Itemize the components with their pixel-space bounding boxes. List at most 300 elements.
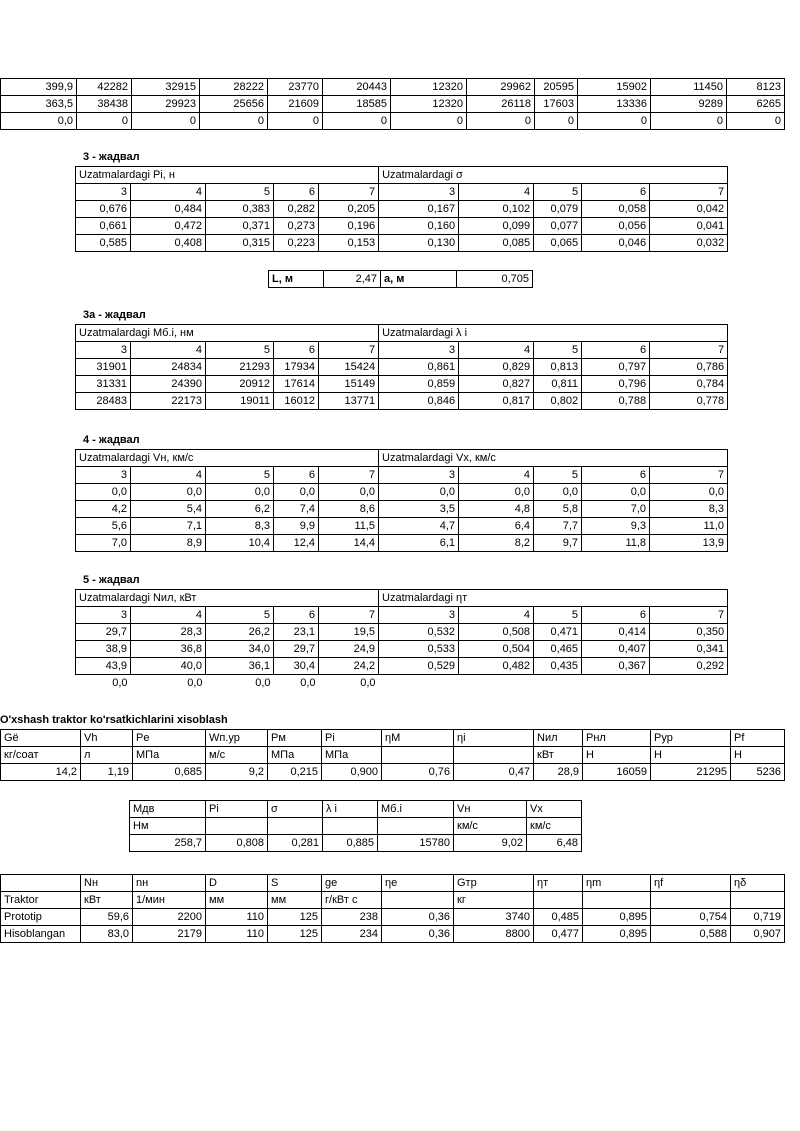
table-cell: 38438	[77, 96, 132, 113]
table-cell: 16059	[583, 764, 651, 781]
table-cell: 7,4	[274, 501, 319, 518]
table-cell: МПа	[268, 747, 322, 764]
table-cell: 0,846	[379, 393, 459, 410]
table-row	[76, 641, 728, 658]
table-cell: 0,350	[650, 624, 728, 641]
table-cell: 11,0	[650, 518, 728, 535]
table-cell: 125	[268, 926, 322, 943]
table-cell: 0	[727, 113, 785, 130]
table-cell: 4	[459, 342, 534, 359]
table-cell: 0,784	[650, 376, 728, 393]
table3a	[75, 324, 728, 410]
table-row	[76, 393, 728, 410]
table-cell: 5	[206, 607, 274, 624]
table-cell: 13336	[578, 96, 651, 113]
table-cell: 29962	[467, 79, 535, 96]
table-cell: 17614	[274, 376, 319, 393]
table-cell: Traktor	[1, 892, 81, 909]
table-cell: 0,102	[459, 201, 534, 218]
table-cell: 36,1	[206, 658, 274, 675]
table-cell: 0,76	[382, 764, 454, 781]
table-cell: 0,808	[206, 835, 268, 852]
table-cell: 4,7	[379, 518, 459, 535]
table-cell: 5	[534, 467, 582, 484]
table-cell: 6265	[727, 96, 785, 113]
table-cell: 0,817	[459, 393, 534, 410]
table-cell: Pур	[651, 730, 731, 747]
table3a-right-header: Uzatmalardagi λ i	[379, 325, 728, 342]
table-cell: 7	[650, 342, 728, 359]
table-cell: 3	[379, 184, 459, 201]
table-cell: г/кВт с	[322, 892, 382, 909]
table-cell: 7	[319, 607, 379, 624]
table-cell: Mб.i	[378, 801, 454, 818]
table-cell: S	[268, 875, 322, 892]
table-row	[1, 730, 785, 747]
table-cell: 9289	[651, 96, 727, 113]
table-cell: 0,0	[131, 484, 206, 501]
table-cell: км/с	[454, 818, 527, 835]
table-cell: 83,0	[81, 926, 133, 943]
table-cell: 15149	[319, 376, 379, 393]
table-cell: Pi	[206, 801, 268, 818]
table-row	[130, 835, 582, 852]
table-cell: 0,341	[650, 641, 728, 658]
table-cell: 0,676	[76, 201, 131, 218]
table-cell: кВт	[81, 892, 133, 909]
table-cell: 6,4	[459, 518, 534, 535]
table-cell: 15902	[578, 79, 651, 96]
table-cell: 13,9	[650, 535, 728, 552]
table-row	[76, 484, 728, 501]
table-cell	[206, 818, 268, 835]
table5-left-header: Uzatmalardagi Nил, кВт	[76, 590, 379, 607]
table-cell: 6	[274, 607, 319, 624]
table-cell: 0,885	[323, 835, 378, 852]
table-cell: 238	[322, 909, 382, 926]
table-cell: 12320	[391, 79, 467, 96]
table-cell: 25656	[200, 96, 268, 113]
table-cell: 17603	[535, 96, 578, 113]
table-cell: 0,778	[650, 393, 728, 410]
mdv-table	[129, 800, 582, 852]
table-cell: Н	[731, 747, 785, 764]
table-cell: 26,2	[206, 624, 274, 641]
table-cell: Nн	[81, 875, 133, 892]
table-cell: Gтр	[454, 875, 534, 892]
table-cell: 0,0	[534, 484, 582, 501]
table-cell: 0,529	[379, 658, 459, 675]
table-cell	[534, 892, 583, 909]
table-cell: 3740	[454, 909, 534, 926]
table-cell: 34,0	[206, 641, 274, 658]
table-cell: 0,130	[379, 235, 459, 252]
table-row	[130, 801, 582, 818]
table-cell: 0,0	[650, 484, 728, 501]
table-cell: 0,0	[76, 484, 131, 501]
table-cell: ηi	[454, 730, 534, 747]
table-cell: 0,046	[582, 235, 650, 252]
table-cell: 30,4	[274, 658, 319, 675]
table-cell: 0	[132, 113, 200, 130]
table-cell: 7,0	[582, 501, 650, 518]
table-cell: 0,585	[76, 235, 131, 252]
table-cell	[378, 818, 454, 835]
table-cell	[1, 875, 81, 892]
table-cell: 21295	[651, 764, 731, 781]
table-cell: 0	[651, 113, 727, 130]
table-cell: 258,7	[130, 835, 206, 852]
table4-left-header: Uzatmalardagi Vн, км/с	[76, 450, 379, 467]
table-cell: 14,4	[319, 535, 379, 552]
table-cell: 0,465	[534, 641, 582, 658]
table-cell: 4	[459, 607, 534, 624]
table-cell: 1,19	[81, 764, 133, 781]
table-cell: Prototip	[1, 909, 81, 926]
table-row	[76, 501, 728, 518]
top-values-table	[0, 78, 785, 130]
table-cell: 23770	[268, 79, 323, 96]
table-cell: 13771	[319, 393, 379, 410]
table-cell: 3	[379, 467, 459, 484]
table3-left-header: Uzatmalardagi Pi, н	[76, 167, 379, 184]
table-cell: 8,3	[650, 501, 728, 518]
table-cell: 6	[274, 184, 319, 201]
table-cell: 5,8	[534, 501, 582, 518]
table-cell: 11,8	[582, 535, 650, 552]
table-cell: 0,032	[650, 235, 728, 252]
table-cell: Wп.ур	[206, 730, 268, 747]
table4-title: 4 - жадвал	[83, 434, 140, 446]
table-row	[1, 79, 785, 96]
table-cell: Vh	[81, 730, 133, 747]
table-cell: 0,367	[582, 658, 650, 675]
table-cell: 43,9	[76, 658, 131, 675]
table-cell: 0,0	[255, 677, 271, 689]
table-cell	[731, 892, 785, 909]
table-cell: 0	[323, 113, 391, 130]
table-cell	[651, 892, 731, 909]
table-cell: 0,484	[131, 201, 206, 218]
table-cell: 4	[131, 607, 206, 624]
table-cell: 4	[131, 184, 206, 201]
table-cell: Nил	[534, 730, 583, 747]
table-cell: 0,485	[534, 909, 583, 926]
table-cell: 6	[274, 467, 319, 484]
table-cell: ηM	[382, 730, 454, 747]
table-cell	[454, 747, 534, 764]
table-cell: 0,900	[322, 764, 382, 781]
table-cell: 6	[582, 184, 650, 201]
table5-extra-row	[76, 675, 728, 692]
table-cell: 0,504	[459, 641, 534, 658]
table-cell: кг	[454, 892, 534, 909]
table-cell: 0,861	[379, 359, 459, 376]
table-cell: 28483	[76, 393, 131, 410]
table-cell: 3	[76, 342, 131, 359]
table-cell: 0,813	[534, 359, 582, 376]
table-row	[130, 818, 582, 835]
table3a-left-header: Uzatmalardagi Mб.i, нм	[76, 325, 379, 342]
table-cell: 24,9	[319, 641, 379, 658]
table-cell: 0,859	[379, 376, 459, 393]
table-cell: 0,895	[583, 926, 651, 943]
table-cell: 0,273	[274, 218, 319, 235]
table-cell: 0,215	[268, 764, 322, 781]
table-cell	[323, 818, 378, 835]
table-cell: 8,9	[131, 535, 206, 552]
table-row	[1, 747, 785, 764]
table-cell: 3	[76, 607, 131, 624]
table-cell: 3	[379, 607, 459, 624]
table-cell: 0	[578, 113, 651, 130]
table-cell: 28,3	[131, 624, 206, 641]
table-cell: 7	[650, 607, 728, 624]
table-row	[76, 218, 728, 235]
table-cell: 399,9	[1, 79, 77, 96]
table-cell: 20595	[535, 79, 578, 96]
table-cell: 0,508	[459, 624, 534, 641]
table-cell: Pe	[133, 730, 206, 747]
calc-table	[0, 729, 785, 781]
table-cell: 0,533	[379, 641, 459, 658]
table-cell: 9,2	[206, 764, 268, 781]
table-cell: 0	[200, 113, 268, 130]
table-cell: 40,0	[131, 658, 206, 675]
table-cell: 0,811	[534, 376, 582, 393]
table-cell: Gё	[1, 730, 81, 747]
table-cell: 0,661	[76, 218, 131, 235]
table-cell: 4	[459, 467, 534, 484]
table-cell: Н	[583, 747, 651, 764]
table-row	[1, 764, 785, 781]
table-cell: 5	[206, 184, 274, 201]
table-cell: 0,371	[206, 218, 274, 235]
table-row	[76, 467, 728, 484]
table-row	[76, 359, 728, 376]
table-cell: 15424	[319, 359, 379, 376]
table5-right-header: Uzatmalardagi ηт	[379, 590, 728, 607]
table-cell: 0,383	[206, 201, 274, 218]
table-cell: 0,786	[650, 359, 728, 376]
table-cell: 0,160	[379, 218, 459, 235]
table-cell: 363,5	[1, 96, 77, 113]
table-cell: Н	[651, 747, 731, 764]
table-cell: 0,0	[459, 484, 534, 501]
table-cell: 4,8	[459, 501, 534, 518]
table-row	[76, 342, 728, 359]
table-cell: 0,754	[651, 909, 731, 926]
table-cell: 0,802	[534, 393, 582, 410]
table-cell: 0	[467, 113, 535, 130]
table-cell: 42282	[77, 79, 132, 96]
table-cell: 19011	[206, 393, 274, 410]
table-cell: 7	[650, 184, 728, 201]
table-cell	[268, 818, 323, 835]
table3-title: 3 - жадвал	[83, 151, 140, 163]
tractor-table	[0, 874, 785, 943]
table-cell: 0,196	[319, 218, 379, 235]
table-cell: 24834	[131, 359, 206, 376]
table-cell: м/с	[206, 747, 268, 764]
table-cell: 6	[582, 607, 650, 624]
table-cell: 0,796	[582, 376, 650, 393]
table-cell: л	[81, 747, 133, 764]
table-row	[76, 201, 728, 218]
table-cell: 4	[459, 184, 534, 201]
table-cell: 6	[274, 342, 319, 359]
table-cell: Vx	[527, 801, 582, 818]
table-cell	[382, 892, 454, 909]
table-cell	[382, 747, 454, 764]
table-cell: 0	[77, 113, 132, 130]
table-cell: 7,1	[131, 518, 206, 535]
table-cell: ge	[322, 875, 382, 892]
table-cell: 59,6	[81, 909, 133, 926]
calc-title: O'xshash traktor ko'rsatkichlarini xisoblash	[0, 714, 228, 726]
table-cell: 0,0	[206, 484, 274, 501]
table-cell: 24,2	[319, 658, 379, 675]
table-cell: 3,5	[379, 501, 459, 518]
table-cell: 0,532	[379, 624, 459, 641]
table-row	[1, 113, 785, 130]
table-cell: λ i	[323, 801, 378, 818]
table-cell: 18585	[323, 96, 391, 113]
table-cell: 14,2	[1, 764, 81, 781]
table-cell	[583, 892, 651, 909]
l-label: L, м	[269, 271, 324, 288]
table-row	[1, 926, 785, 943]
table-cell: 0,099	[459, 218, 534, 235]
table-cell: 0,407	[582, 641, 650, 658]
table-cell: 2179	[133, 926, 206, 943]
table-cell: км/с	[527, 818, 582, 835]
table-cell: 20443	[323, 79, 391, 96]
table-cell: Pм	[268, 730, 322, 747]
table-cell: 21293	[206, 359, 274, 376]
table-cell: 0,907	[731, 926, 785, 943]
table-cell: 0,042	[650, 201, 728, 218]
table-cell: 9,9	[274, 518, 319, 535]
table-cell: 3	[76, 467, 131, 484]
table-cell: 125	[268, 909, 322, 926]
table-cell: 24390	[131, 376, 206, 393]
table-cell: 6,48	[527, 835, 582, 852]
table-row	[1, 909, 785, 926]
table-cell: 5	[206, 467, 274, 484]
table-cell: 0,414	[582, 624, 650, 641]
table-cell: 3	[76, 184, 131, 201]
table-row	[1, 96, 785, 113]
table-cell: 0,167	[379, 201, 459, 218]
table-cell: МПа	[322, 747, 382, 764]
table-cell: 23,1	[274, 624, 319, 641]
table-row	[76, 184, 728, 201]
table-cell: 5	[206, 342, 274, 359]
table-cell: 5,6	[76, 518, 131, 535]
table-cell: 0,47	[454, 764, 534, 781]
table-cell: σ	[268, 801, 323, 818]
table-cell: ηf	[651, 875, 731, 892]
table-cell: 0,477	[534, 926, 583, 943]
table-cell: 0,315	[206, 235, 274, 252]
table-cell: 16012	[274, 393, 319, 410]
table-cell: 0,0	[112, 677, 128, 689]
table-cell: nн	[133, 875, 206, 892]
table-cell: Нм	[130, 818, 206, 835]
table-row	[76, 376, 728, 393]
table-cell: 0,0	[187, 677, 203, 689]
table-cell: МПа	[133, 747, 206, 764]
table-cell: 9,3	[582, 518, 650, 535]
table-cell: мм	[268, 892, 322, 909]
table-row	[1, 892, 785, 909]
table4	[75, 449, 728, 552]
table-row	[76, 658, 728, 675]
table-cell: ηт	[534, 875, 583, 892]
table-cell: 0,079	[534, 201, 582, 218]
table-cell: 0,788	[582, 393, 650, 410]
table5	[75, 589, 728, 691]
table-cell: 0,719	[731, 909, 785, 926]
l-value: 2,47	[324, 271, 381, 288]
table-cell: 8,2	[459, 535, 534, 552]
a-value: 0,705	[457, 271, 533, 288]
table-cell: кВт	[534, 747, 583, 764]
table-cell: 19,5	[319, 624, 379, 641]
table-cell: Mдв	[130, 801, 206, 818]
table-cell: D	[206, 875, 268, 892]
table-cell: 0	[391, 113, 467, 130]
table-cell: 0,895	[583, 909, 651, 926]
table3-right-header: Uzatmalardagi σ	[379, 167, 728, 184]
table-cell: 26118	[467, 96, 535, 113]
table-cell: 17934	[274, 359, 319, 376]
table-cell: 0	[535, 113, 578, 130]
table-cell: 0,0	[360, 677, 376, 689]
table-cell: 28222	[200, 79, 268, 96]
table-cell: 7	[319, 184, 379, 201]
table-cell: 3	[379, 342, 459, 359]
table-cell: 0,077	[534, 218, 582, 235]
table-cell: 38,9	[76, 641, 131, 658]
table-row	[1, 875, 785, 892]
table-cell: 0,292	[650, 658, 728, 675]
table-cell: 0,471	[534, 624, 582, 641]
table-cell: Hisoblangan	[1, 926, 81, 943]
la-table	[268, 270, 533, 288]
table-cell: 6	[582, 342, 650, 359]
table3	[75, 166, 728, 252]
table-cell: 110	[206, 909, 268, 926]
table-cell: 0,588	[651, 926, 731, 943]
table-row	[76, 607, 728, 624]
table-cell: 20912	[206, 376, 274, 393]
table-cell: 4,2	[76, 501, 131, 518]
table-cell: 110	[206, 926, 268, 943]
table-cell: 31901	[76, 359, 131, 376]
a-label: a, м	[381, 271, 457, 288]
table-cell: 21609	[268, 96, 323, 113]
table-cell: 0,0	[274, 484, 319, 501]
table-cell: 234	[322, 926, 382, 943]
table-cell: 0,0	[582, 484, 650, 501]
table-cell: 32915	[132, 79, 200, 96]
table-cell: мм	[206, 892, 268, 909]
table-cell: 12320	[391, 96, 467, 113]
table-cell: 6	[582, 467, 650, 484]
table-cell: ηm	[583, 875, 651, 892]
